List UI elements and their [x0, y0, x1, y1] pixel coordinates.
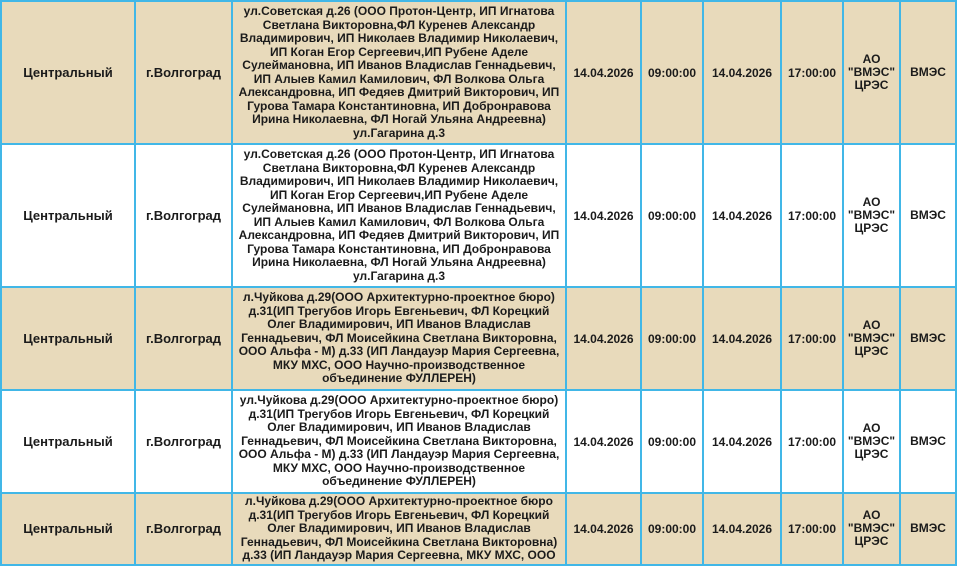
cell-org: АО "ВМЭС" ЦРЭС — [843, 287, 900, 390]
cell-city: г.Волгоград — [135, 493, 232, 565]
cell-addresses: л.Чуйкова д.29(ООО Архитектурно-проектное бюро д.31(ИП Трегубов Игорь Евгеньевич, ФЛ Корецкий Олег Владимирович, ИП Иванов Владислав Геннадьевич, ФЛ Моисейкина Светлана Викторовна) д.33 (ИП Ландауэр Мария Сергеевна, МКУ МХС, ООО — [232, 493, 566, 565]
cell-network: ВМЭС — [900, 493, 956, 565]
table-row — [1, 287, 956, 390]
cell-start-time: 09:00:00 — [641, 144, 703, 287]
cell-end-time: 17:00:00 — [781, 493, 843, 565]
cell-start-time: 09:00:00 — [641, 390, 703, 493]
cell-district: Центральный — [1, 493, 135, 565]
cell-start-date: 14.04.2026 — [566, 287, 641, 390]
cell-district: Центральный — [1, 390, 135, 493]
cell-start-date: 14.04.2026 — [566, 390, 641, 493]
cell-end-time: 17:00:00 — [781, 287, 843, 390]
cell-district: Центральный — [1, 144, 135, 287]
cell-org: АО "ВМЭС" ЦРЭС — [843, 493, 900, 565]
cell-org: АО "ВМЭС" ЦРЭС — [843, 1, 900, 144]
table-row — [1, 390, 956, 493]
cell-end-time: 17:00:00 — [781, 144, 843, 287]
cell-addresses: ул.Советская д.26 (ООО Протон-Центр, ИП Игнатова Светлана Викторовна,ФЛ Куренев Александр Владимирович, ИП Николаев Владимир Николаевич, ИП Коган Егор Сергеевич,ИП Рубене Аделе Сулеймановна, ИП Иванов Владислав Геннадьевич, ИП Алыев Камил Камилович, ФЛ Волкова Ольга Александровна, ИП Федяев Дмитрий Викторович, ИП Гурова Тамара Константиновна, ИП Добронравова Ирина Николаевна, ФЛ Ногай Ульяна Андреевна) ул.Гагарина д.3 — [232, 144, 566, 287]
cell-start-date: 14.04.2026 — [566, 1, 641, 144]
cell-end-date: 14.04.2026 — [703, 493, 781, 565]
cell-end-time: 17:00:00 — [781, 390, 843, 493]
cell-addresses: л.Чуйкова д.29(ООО Архитектурно-проектное бюро) д.31(ИП Трегубов Игорь Евгеньевич, ФЛ Корецкий Олег Владимирович, ИП Иванов Владислав Геннадьевич, ФЛ Моисейкина Светлана Викторовна, ООО Альфа - М) д.33 (ИП Ландауэр Мария Сергеевна, МКУ МХС, ООО Научно-производственное объединение ФУЛЛЕРЕН) — [232, 287, 566, 390]
cell-city: г.Волгоград — [135, 1, 232, 144]
cell-network: ВМЭС — [900, 144, 956, 287]
cell-org: АО "ВМЭС" ЦРЭС — [843, 144, 900, 287]
cell-network: ВМЭС — [900, 390, 956, 493]
cell-network: ВМЭС — [900, 1, 956, 144]
cell-start-time: 09:00:00 — [641, 493, 703, 565]
table-row — [1, 144, 956, 287]
cell-district: Центральный — [1, 287, 135, 390]
cell-addresses: ул.Чуйкова д.29(ООО Архитектурно-проектное бюро) д.31(ИП Трегубов Игорь Евгеньевич, ФЛ Корецкий Олег Владимирович, ИП Иванов Владислав Геннадьевич, ФЛ Моисейкина Светлана Викторовна, ООО Альфа - М) д.33 (ИП Ландауэр Мария Сергеевна, МКУ МХС, ООО Научно-производственное объединение ФУЛЛЕРЕН) — [232, 390, 566, 493]
cell-end-date: 14.04.2026 — [703, 390, 781, 493]
cell-end-date: 14.04.2026 — [703, 287, 781, 390]
cell-addresses: ул.Советская д.26 (ООО Протон-Центр, ИП Игнатова Светлана Викторовна,ФЛ Куренев Александр Владимирович, ИП Николаев Владимир Николаевич, ИП Коган Егор Сергеевич,ИП Рубене Аделе Сулеймановна, ИП Иванов Владислав Геннадьевич, ИП Алыев Камил Камилович, ФЛ Волкова Ольга Александровна, ИП Федяев Дмитрий Викторович, ИП Гурова Тамара Константиновна, ИП Добронравова Ирина Николаевна, ФЛ Ногай Ульяна Андреевна) ул.Гагарина д.3 — [232, 1, 566, 144]
outage-table-body — [1, 0, 956, 565]
table-row — [1, 493, 956, 565]
cell-city: г.Волгоград — [135, 144, 232, 287]
cell-start-date: 14.04.2026 — [566, 493, 641, 565]
cell-city: г.Волгоград — [135, 287, 232, 390]
cell-start-date: 14.04.2026 — [566, 144, 641, 287]
cell-district: Центральный — [1, 1, 135, 144]
cell-network: ВМЭС — [900, 287, 956, 390]
cell-end-time: 17:00:00 — [781, 1, 843, 144]
table-row — [1, 1, 956, 144]
cell-start-time: 09:00:00 — [641, 287, 703, 390]
cell-org: АО "ВМЭС" ЦРЭС — [843, 390, 900, 493]
cell-city: г.Волгоград — [135, 390, 232, 493]
cell-end-date: 14.04.2026 — [703, 144, 781, 287]
cell-start-time: 09:00:00 — [641, 1, 703, 144]
cell-end-date: 14.04.2026 — [703, 1, 781, 144]
